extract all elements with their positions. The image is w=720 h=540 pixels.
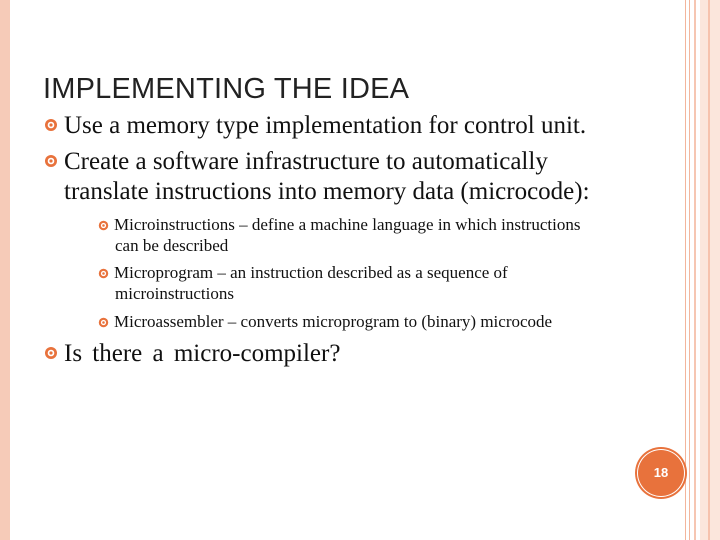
- bullet-item: [44, 112, 586, 140]
- right-border-line: [685, 0, 686, 540]
- sub-bullet-continuation: microinstructions: [115, 284, 234, 303]
- bullet-text: Is there a micro-compiler?: [64, 340, 341, 367]
- target-bullet-icon: [98, 220, 109, 231]
- sub-bullet-item: [98, 215, 580, 235]
- right-border-band: [700, 0, 720, 540]
- target-bullet-icon: [44, 118, 58, 132]
- sub-bullet-item: [98, 312, 552, 332]
- slide-title: IMPLEMENTING THE IDEA: [43, 73, 410, 105]
- right-border-line: [689, 0, 690, 540]
- bullet-text: Create a software infrastructure to automatically: [64, 148, 548, 175]
- target-bullet-icon: [44, 346, 58, 360]
- sub-bullet-continuation: can be described: [115, 236, 229, 255]
- target-bullet-icon: [44, 154, 58, 168]
- right-border-line: [694, 0, 696, 540]
- page-number-badge: [638, 450, 684, 496]
- sub-bullet-item: [98, 263, 508, 283]
- left-border-decoration: [0, 0, 10, 540]
- bullet-item: [44, 340, 340, 368]
- sub-bullet-text: Microinstructions – define a machine language in which instructions: [114, 215, 581, 234]
- sub-bullet-text: Microprogram – an instruction described as a sequence of: [114, 263, 508, 282]
- target-bullet-icon: [98, 268, 109, 279]
- bullet-continuation: translate instructions into memory data (microcode):: [64, 178, 590, 205]
- bullet-item: [44, 148, 548, 176]
- bullet-text: Use a memory type implementation for control unit.: [64, 112, 587, 139]
- page-number: 18: [653, 465, 669, 480]
- right-border-line: [708, 0, 710, 540]
- target-bullet-icon: [98, 317, 109, 328]
- sub-bullet-text: Microassembler – converts microprogram to (binary) microcode: [114, 312, 553, 331]
